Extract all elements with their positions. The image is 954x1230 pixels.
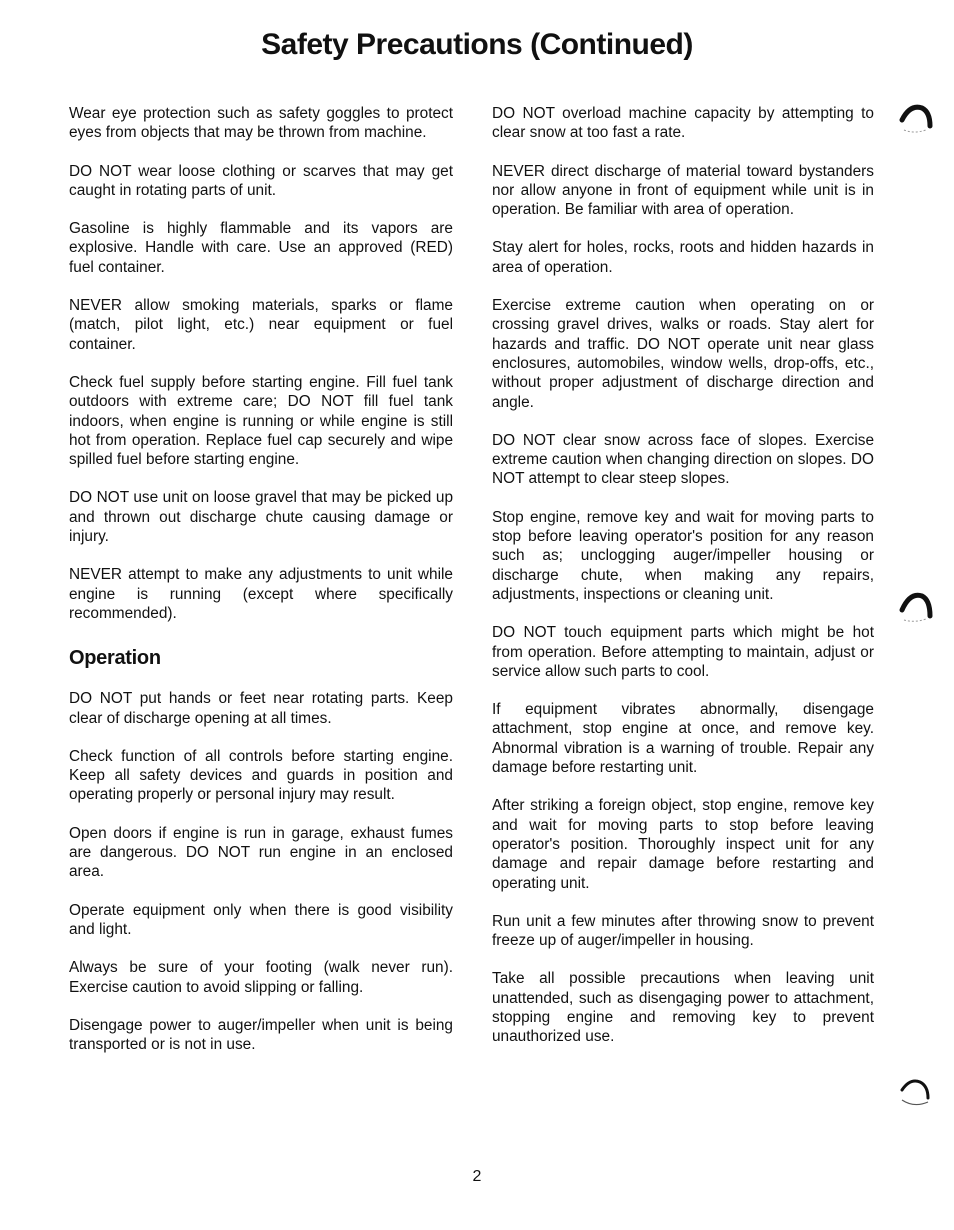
paragraph: After striking a foreign object, stop engine, remove key and wait for moving parts to stop before leaving operator's position. Thoroughly inspect unit for any damage and repair damage before restarting and operating unit. [492,797,874,892]
paragraph: DO NOT touch equipment parts which might be hot from operation. Before attempting to maintain, adjust or service allow such parts to cool. [492,624,874,680]
paragraph: Take all possible precautions when leaving unit unattended, such as disengaging power to attachment, stopping engine and removing key to prevent unauthorized use. [492,970,874,1046]
paragraph: Stop engine, remove key and wait for moving parts to stop before leaving operator's position for any reason such as; unclogging auger/impeller housing or discharge chute, when making any repairs, adjustments, inspections or cleaning unit. [492,508,874,603]
section-heading-operation: Operation [69,647,161,670]
page-number: 2 [472,1168,482,1185]
page-title: Safety Precautions (Continued) [261,28,693,61]
paragraph: NEVER attempt to make any adjustments to unit while engine is running (except where specifically recommended). [69,566,453,622]
paragraph: Operate equipment only when there is good visibility and light. [69,901,453,938]
paragraph: DO NOT overload machine capacity by attempting to clear snow at too fast a rate. [492,105,874,142]
binder-hole-mark-icon [896,100,936,134]
paragraph: If equipment vibrates abnormally, disengage attachment, stop engine at once, and remove key. Abnormal vibration is a warning of trouble. Repair any damage before restarting unit. [492,701,874,777]
paragraph: Run unit a few minutes after throwing snow to prevent freeze up of auger/impeller in housing. [492,912,874,950]
paragraph: NEVER allow smoking materials, sparks or flame (match, pilot light, etc.) near equipment or fuel container. [69,297,453,353]
paragraph: NEVER direct discharge of material toward bystanders nor allow anyone in front of equipment while unit is in operation. Be familiar with area of operation. [492,162,874,219]
paragraph: DO NOT use unit on loose gravel that may be picked up and thrown out discharge chute causing damage or injury. [69,489,453,546]
paragraph: Check fuel supply before starting engine. Fill fuel tank outdoors with extreme care; DO NOT fill fuel tank indoors, when engine is running or while engine is still hot from operation. Replace fuel cap securely and wipe spilled fuel before starting engine. [69,373,453,469]
paragraph: DO NOT clear snow across face of slopes. Exercise extreme caution when changing direction on slopes. DO NOT attempt to clear steep slopes. [492,431,874,488]
paragraph: Always be sure of your footing (walk never run). Exercise caution to avoid slipping or falling. [69,959,453,996]
paragraph: Disengage power to auger/impeller when unit is being transported or is not in use. [69,1016,453,1054]
paragraph: Wear eye protection such as safety goggles to protect eyes from objects that may be thrown from machine. [69,105,453,142]
paragraph: Exercise extreme caution when operating on or crossing gravel drives, walks or roads. Stay alert for hazards and traffic. DO NOT operate unit near glass enclosures, automobiles, window wells, drop-offs, etc., without proper adjustment of discharge direction and angle. [492,297,874,411]
binder-hole-mark-icon [896,588,936,622]
paragraph: DO NOT put hands or feet near rotating parts. Keep clear of discharge opening at all times. [69,690,453,727]
paragraph: Gasoline is highly flammable and its vapors are explosive. Handle with care. Use an approved (RED) fuel container. [69,220,453,276]
binder-hole-mark-icon [896,1074,936,1108]
paragraph: DO NOT wear loose clothing or scarves that may get caught in rotating parts of unit. [69,162,453,199]
paragraph: Stay alert for holes, rocks, roots and hidden hazards in area of operation. [492,239,874,276]
paragraph: Open doors if engine is run in garage, exhaust fumes are dangerous. DO NOT run engine in an enclosed area. [69,824,453,881]
left-column [69,104,453,1073]
right-column [492,104,874,1066]
paragraph: Check function of all controls before starting engine. Keep all safety devices and guards in position and operating properly or personal injury may result. [69,747,453,804]
